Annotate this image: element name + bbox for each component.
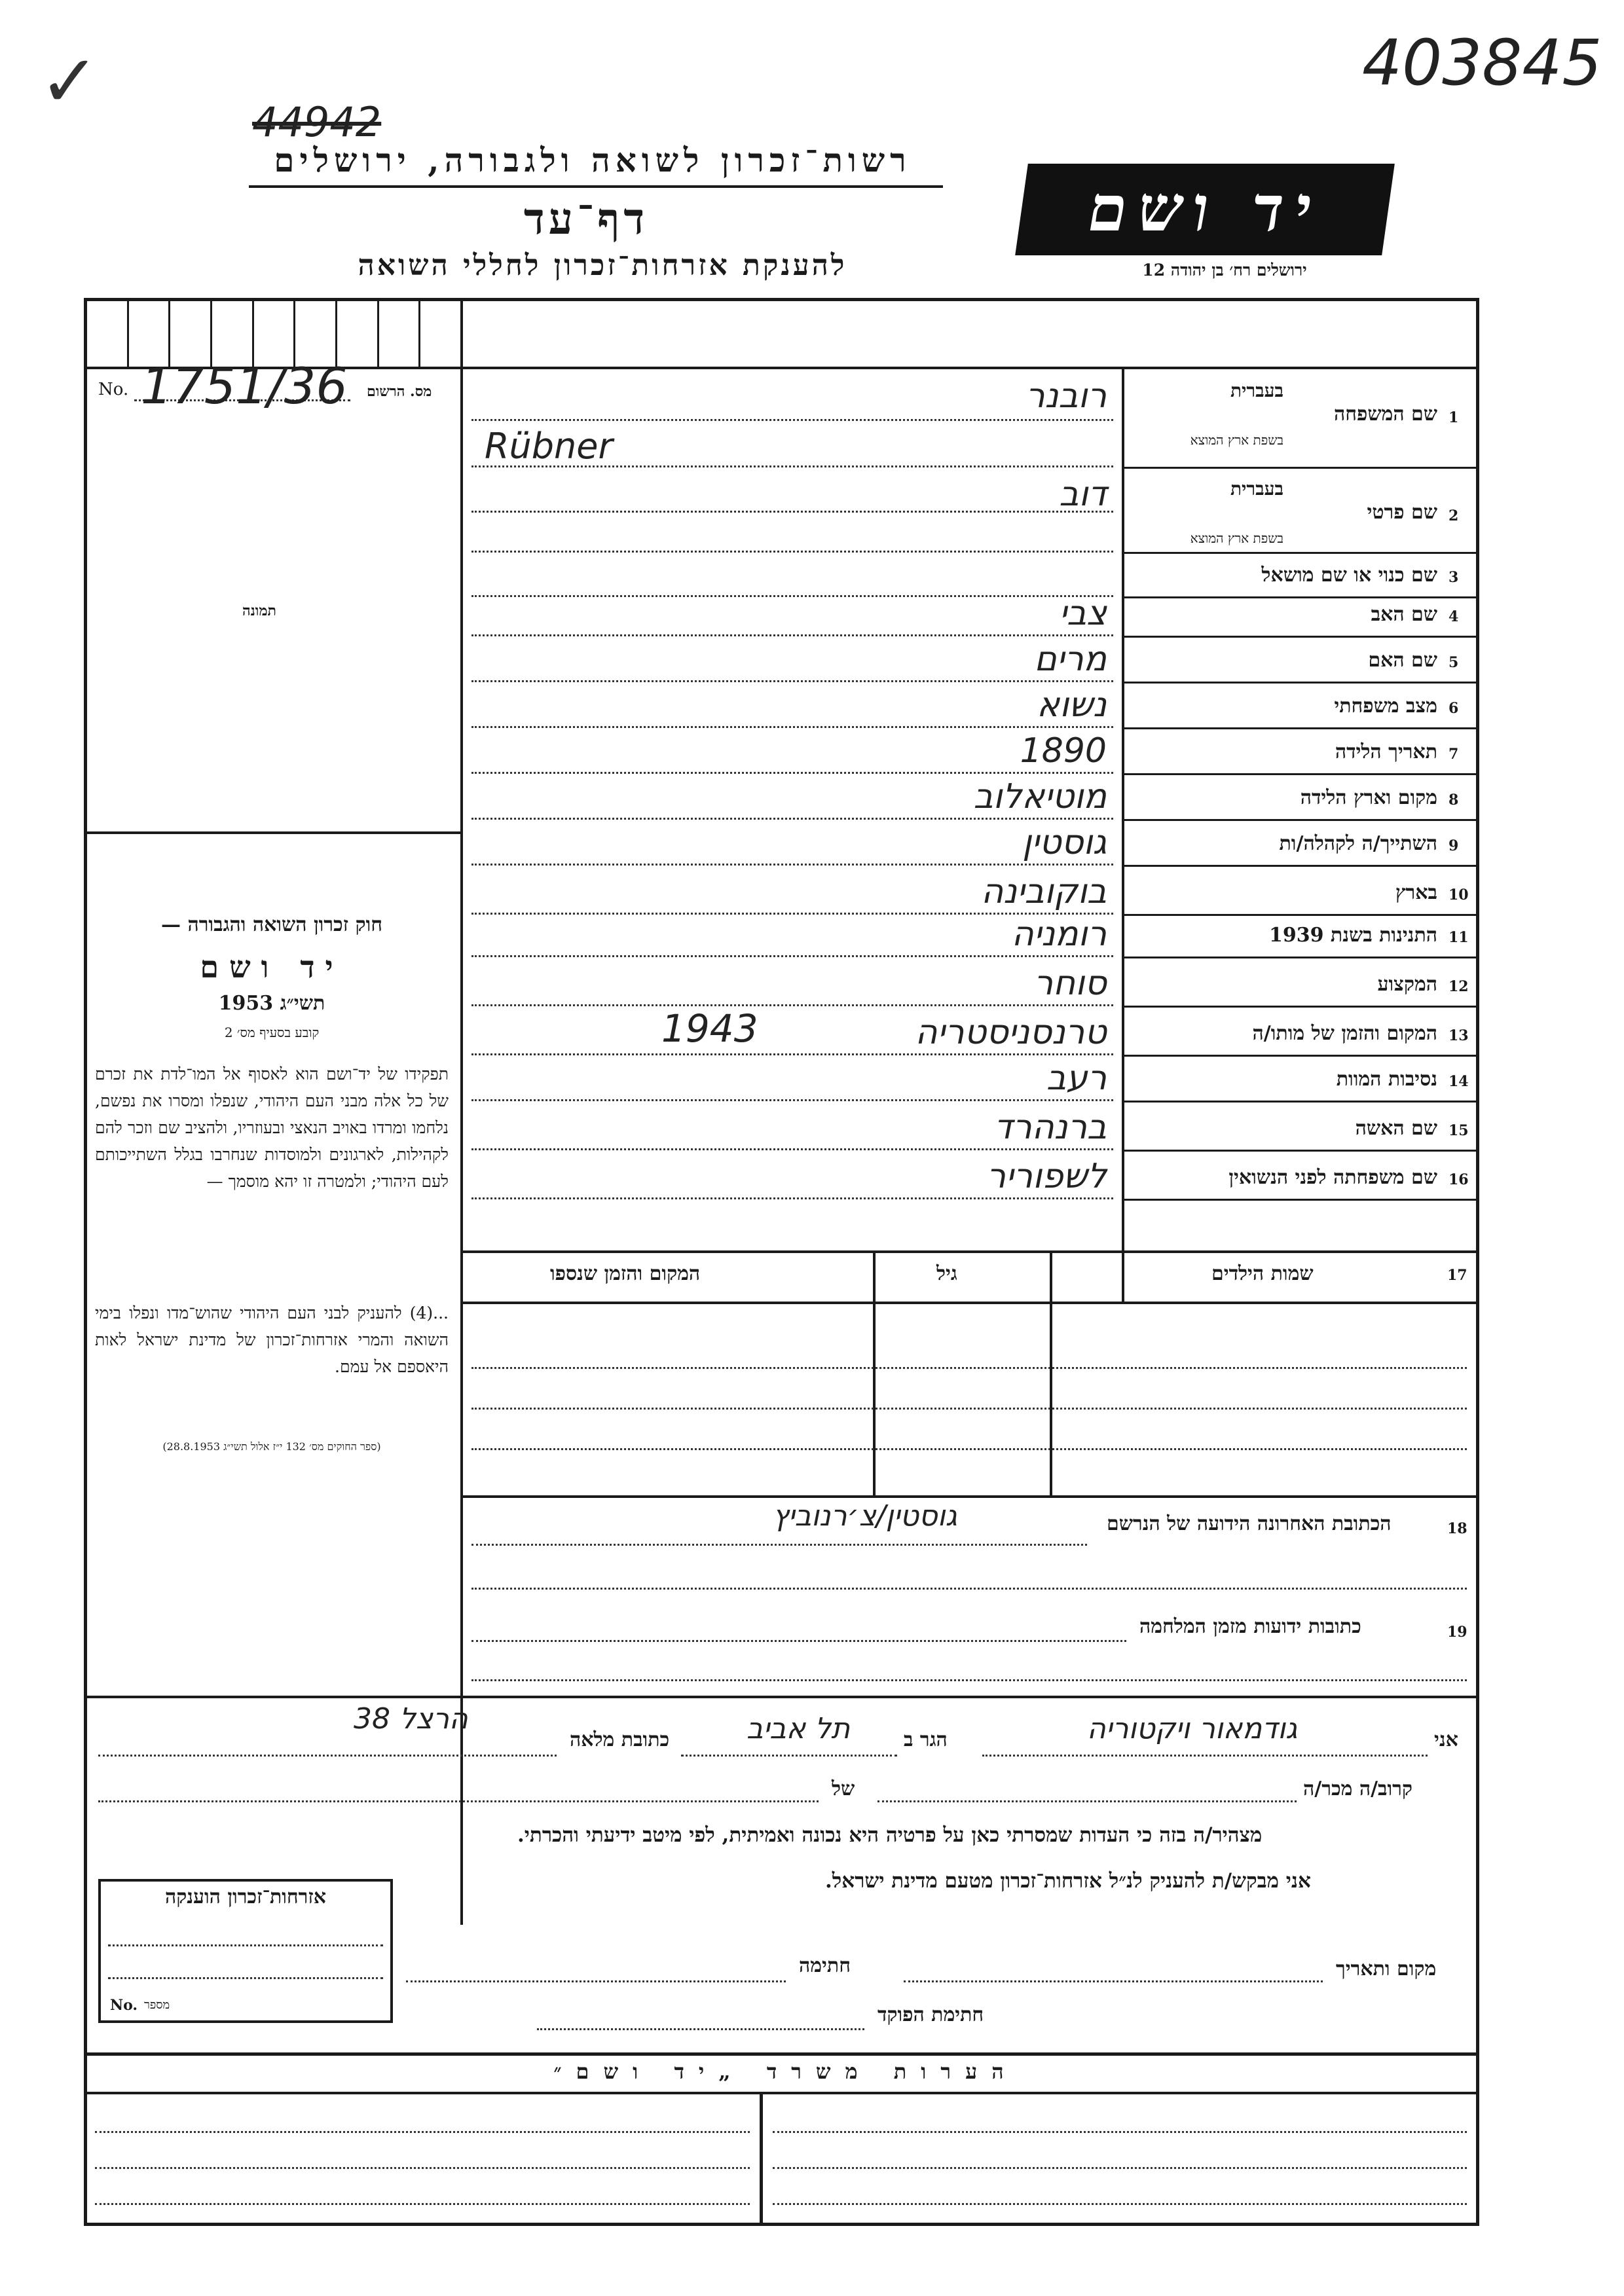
- field-sub-hebrew-2: בעברית: [1230, 478, 1283, 500]
- field-num-8: 8: [1449, 792, 1459, 809]
- decl-officer-signature: חתימת הפוקד: [877, 2003, 984, 2026]
- field-value-1: רובנר: [1025, 376, 1107, 416]
- field-num-5: 5: [1449, 654, 1459, 671]
- field-sub-origin-1: בשפת ארץ המוצא: [1190, 432, 1283, 448]
- field-value-16: לשפוריר: [986, 1157, 1107, 1196]
- field-value-8: מוטיאלוב: [973, 777, 1107, 816]
- field-num-7: 7: [1449, 746, 1459, 763]
- checkmark: ✓: [39, 39, 100, 123]
- field-num-11: 11: [1449, 929, 1469, 946]
- law-title: חוק זכרון השואה והגבורה —: [161, 913, 382, 936]
- field-num-3: 3: [1449, 569, 1459, 586]
- field-label-3: שם כנוי או שם מושאל: [1261, 564, 1437, 587]
- law-paragraph-2: ...(4) להעניק לבני העם היהודי שהוש־מדו ונפלו בימי השואה והמרי אזרחות־זכרון של מדינת ישראל לאות היאספם אל עמם.: [95, 1303, 449, 1376]
- office-notes-title: הערות משרד „יד ושם״: [553, 2059, 1018, 2084]
- field-label-13: המקום והזמן של מותו/ה: [1252, 1022, 1437, 1045]
- form-subtitle: להענקת אזרחות־זכרון לחללי השואה: [358, 249, 847, 282]
- logo-address: ירושלים רח׳ בן יהודה 12: [1142, 261, 1307, 280]
- decl-of: של: [832, 1777, 855, 1800]
- field-value-18: גוסטין/צ׳רנוביץ: [773, 1499, 957, 1533]
- header-underline: [249, 185, 943, 188]
- decl-statement-1: מצהיר/ה בזה כי העדות שמסרתי כאן על פרטיה היא נכונה ואמיתית, לפי מיטב ידיעתי והכרתי.: [517, 1823, 1263, 1847]
- field-label-5: שם האם: [1368, 649, 1437, 672]
- field-label-19: כתובות ידועות מזמן המלחמה: [1139, 1615, 1361, 1638]
- field-num-9: 9: [1449, 837, 1459, 854]
- field-num-14: 14: [1449, 1073, 1469, 1090]
- decl-full-address-value: הרצל 38: [354, 1702, 468, 1736]
- field-label-12: המקצוע: [1377, 973, 1437, 996]
- law-source: (ספר החוקים מס׳ 132 י״ז אלול תשי״ג 28.8.1953): [162, 1440, 381, 1453]
- field-value-year-13: 1943: [661, 1006, 758, 1051]
- decl-resides-value: תל אביב: [747, 1712, 851, 1745]
- registration-label-he: מס. הרשום: [367, 383, 432, 400]
- field-value-15: ברנהרד: [994, 1108, 1107, 1147]
- field-sub-origin-2: בשפת ארץ המוצא: [1190, 530, 1283, 546]
- field-value-12: סוחר: [1033, 964, 1107, 1003]
- field-value-origin-1: Rübner: [485, 426, 613, 467]
- field-num-1: 1: [1449, 409, 1459, 426]
- citizenship-box-title: אזרחות־זכרון הוענקה: [164, 1886, 327, 1908]
- decl-place-date: מקום ותאריך: [1336, 1958, 1437, 1980]
- field-value-5: מרים: [1034, 640, 1107, 679]
- decl-resides: הגר ב: [904, 1728, 948, 1751]
- field-label-10: בארץ: [1395, 881, 1437, 904]
- registration-label-en: No.: [98, 380, 129, 399]
- decl-relative: קרוב/ה מכר/ה: [1303, 1777, 1412, 1800]
- decl-full-address: כתובת מלאה: [570, 1728, 670, 1751]
- field-num-6: 6: [1449, 700, 1459, 717]
- citizenship-no-he: מספר: [144, 1998, 170, 2012]
- citizenship-no-en: No.: [110, 1997, 138, 2014]
- photo-label: תמונה: [242, 602, 276, 619]
- field-num-15: 15: [1449, 1122, 1469, 1139]
- field-num-17: 17: [1447, 1267, 1467, 1284]
- field-value-11: רומניה: [1011, 915, 1107, 954]
- decl-ani-value: גודמאור ויקטוריה: [1087, 1712, 1298, 1745]
- children-col-names: שמות הילדים: [1211, 1262, 1314, 1285]
- field-label-11: התנינות בשנת 1939: [1268, 924, 1437, 947]
- field-label-6: מצב משפחתי: [1334, 695, 1437, 718]
- field-num-10: 10: [1449, 886, 1469, 903]
- law-clause: קובע בסעיף מס׳ 2: [224, 1025, 320, 1040]
- field-value-10: בוקובינה: [981, 872, 1107, 911]
- registration-value: 1751/36: [141, 357, 348, 415]
- field-num-19: 19: [1447, 1624, 1467, 1641]
- authority-line: רשות־זכרון לשואה ולגבורה, ירושלים: [274, 141, 912, 179]
- law-paragraph-1: תפקידו של יד־ושם הוא לאסוף אל המו־לדת את זכרם של כל אלה מבני העם היהודי, שנפלו ומסרו את נפשם, נלחמו ומרדו באויב הנאצי ובעוזריו, ולהציב שם וזכר להם לקהילות, לארגונים ולמוסדות שנחרבו בגלל השתייכותם לעם היהודי; ולמטרה זו יהא מוסמך —: [95, 1065, 449, 1191]
- field-value-13: טרנסניסטריה: [915, 1013, 1107, 1052]
- field-label-9: השתייך/ה לקהלה/ות: [1279, 832, 1437, 855]
- decl-statement-2: אני מבקש/ת להעניק לנ״ל אזרחות־זכרון מטעם מדינת ישראל.: [825, 1869, 1311, 1893]
- field-label-1: שם המשפחה: [1333, 403, 1437, 426]
- field-label-8: מקום וארץ הלידה: [1300, 786, 1437, 809]
- decl-signature: חתימה: [799, 1954, 851, 1977]
- field-value-9: גוסטין: [1022, 823, 1107, 862]
- field-num-13: 13: [1449, 1027, 1469, 1044]
- form-title: דף־עד: [523, 193, 649, 244]
- field-value-2: דוב: [1059, 475, 1107, 514]
- field-label-18: הכתובת האחרונה הידועה של הנרשם: [1107, 1512, 1392, 1535]
- field-value-4: צבי: [1059, 594, 1107, 633]
- decl-ani: אני: [1434, 1728, 1458, 1751]
- field-num-2: 2: [1449, 507, 1459, 524]
- field-value-7: 1890: [1020, 731, 1107, 771]
- law-year: תשי״ג 1953: [218, 992, 325, 1015]
- field-label-15: שם האשה: [1355, 1117, 1437, 1140]
- children-col-place: המקום והזמן שנספו: [550, 1262, 701, 1285]
- children-col-age: גיל: [936, 1262, 957, 1285]
- field-num-12: 12: [1449, 978, 1469, 995]
- field-value-14: רעב: [1046, 1059, 1107, 1098]
- field-label-7: תאריך הלידה: [1335, 740, 1437, 763]
- archive-number: 403845: [1362, 26, 1602, 100]
- field-label-4: שם האב: [1371, 603, 1437, 626]
- field-label-2: שם פרטי: [1367, 501, 1437, 524]
- field-num-16: 16: [1449, 1171, 1469, 1188]
- field-num-4: 4: [1449, 608, 1459, 625]
- field-num-18: 18: [1447, 1520, 1467, 1537]
- law-name: יד ושם: [200, 949, 344, 985]
- field-label-14: נסיבות המוות: [1336, 1068, 1437, 1091]
- logo-text: יד ושם: [1088, 172, 1322, 246]
- old-number: 44942: [252, 98, 382, 146]
- field-sub-hebrew-1: בעברית: [1230, 380, 1283, 401]
- field-value-6: נשוא: [1037, 685, 1107, 725]
- field-label-16: שם משפחתה לפני הנשואין: [1228, 1166, 1437, 1189]
